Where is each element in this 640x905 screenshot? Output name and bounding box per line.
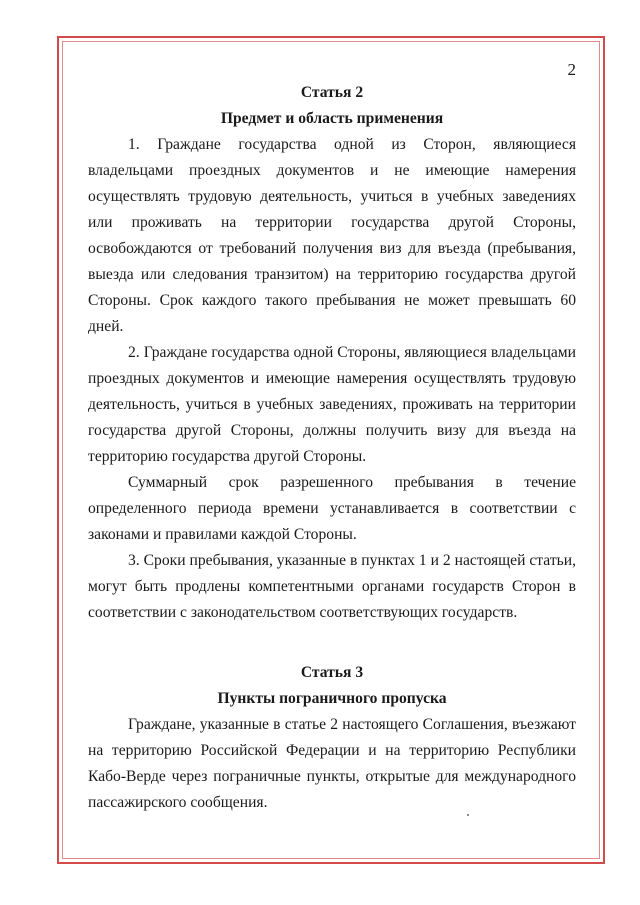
article-2-paragraph-2: 2. Граждане государства одной Стороны, являющиеся владельцами проездных документов и имеющие намерения осуществлять трудовую деятельность, учиться в учебных заведениях, проживать на территории государства другой Стороны, должны получить визу для въезда на территорию государства другой Стороны.: [88, 344, 576, 465]
article-2-paragraph-1: 1. Граждане государства одной из Сторон, являющиеся владельцами проездных документов и не имеющие намерения осуществлять трудовую деятельность, учиться в учебных заведениях или проживать на территории государства другой Стороны, освобождаются от требований получения виз для въезда (пребывания, выезда или следования транзитом) на территорию государства другой Стороны. Срок каждого такого пребывания не может превышать 60 дней.: [88, 136, 576, 335]
article-2-title: Статья 2: [300, 84, 364, 101]
page-number: 2: [567, 60, 576, 79]
section-spacer: [88, 626, 576, 652]
scan-speck: [467, 814, 469, 816]
article-2-paragraph-3: Суммарный срок разрешенного пребывания в течение определенного периода времени устанавливается в соответствии с законами и правилами каждой Стороны.: [88, 474, 576, 543]
article-2-paragraph-4: 3. Сроки пребывания, указанные в пунктах 1 и 2 настоящей статьи, могут быть продлены компетентными органами государств Сторон в соответствии с законодательством соответствующих государств.: [88, 552, 576, 621]
article-3-title: Статья 3: [300, 664, 364, 681]
document-body: [88, 80, 576, 816]
article-3-subtitle: Пункты пограничного пропуска: [217, 690, 447, 707]
article-3-paragraph-1: Граждане, указанные в статье 2 настоящего Соглашения, въезжают на территорию Российской Федерации и на территорию Республики Кабо-Верде через пограничные пункты, открытые для международного пассажирского сообщения.: [88, 716, 576, 811]
article-2-subtitle: Предмет и область применения: [220, 110, 444, 127]
